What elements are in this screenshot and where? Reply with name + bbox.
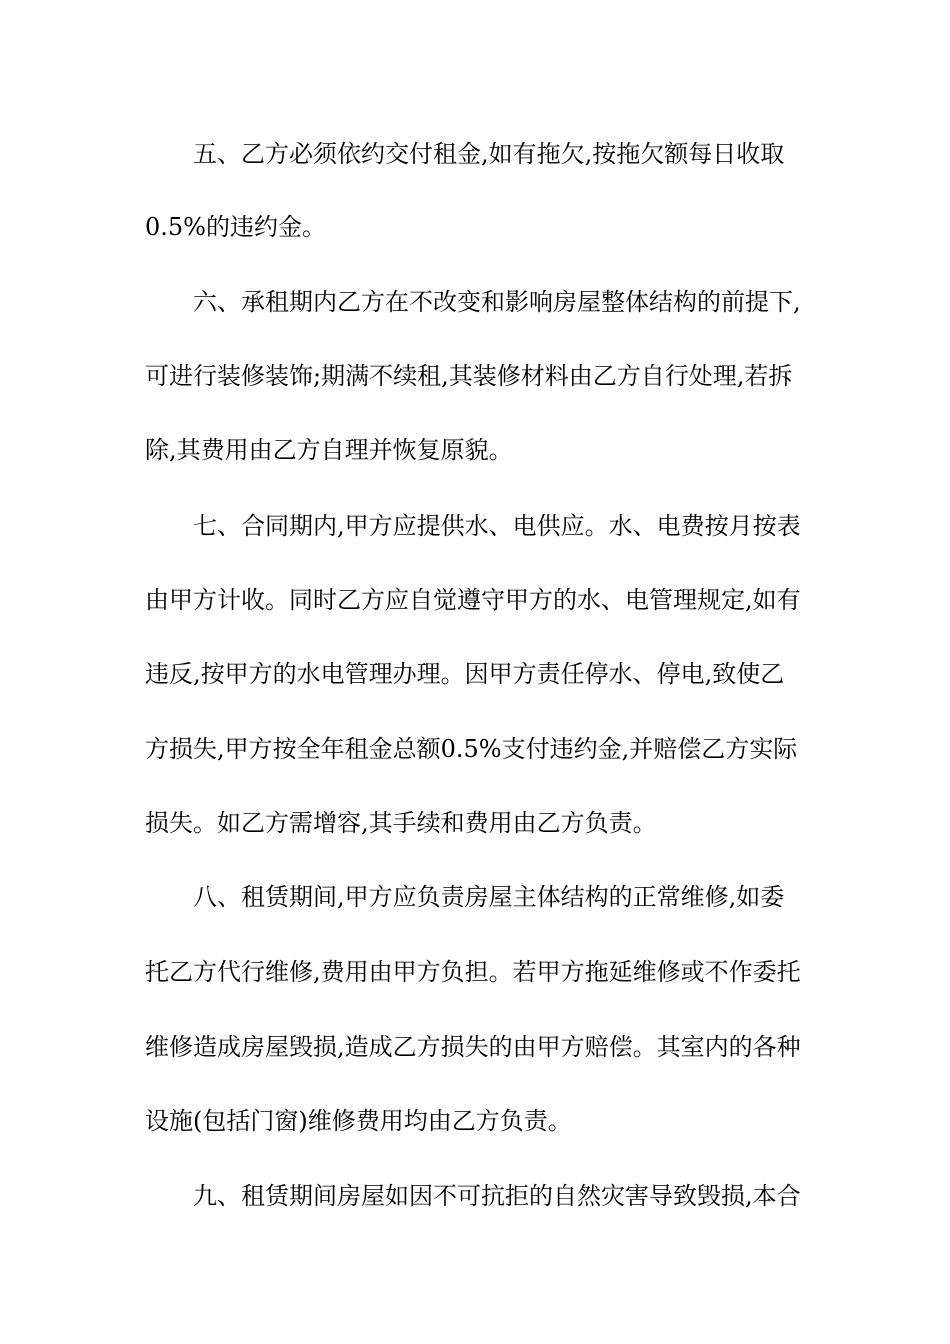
clause-8-line-4: 设施(包括门窗)维修费用均由乙方负责。 (145, 1107, 572, 1135)
clause-5-line-1: 五、乙方必须依约交付租金,如有拖欠,按拖欠额每日收取 (193, 140, 785, 168)
clause-6-line-2: 可进行装修装饰;期满不续租,其装修材料由乙方自行处理,若拆 (145, 362, 793, 390)
clause-5-line-2: 0.5%的违约金。 (145, 213, 326, 241)
clause-8-line-1: 八、租赁期间,甲方应负责房屋主体结构的正常维修,如委 (193, 883, 785, 911)
clause-7-line-5: 损失。如乙方需增容,其手续和费用由乙方负责。 (145, 809, 657, 837)
clause-7-line-4: 方损失,甲方按全年租金总额0.5%支付违约金,并赔偿乙方实际 (145, 735, 798, 763)
clause-7-line-3: 违反,按甲方的水电管理办理。因甲方责任停水、停电,致使乙 (145, 660, 785, 688)
clause-7-line-2: 由甲方计收。同时乙方应自觉遵守甲方的水、电管理规定,如有 (145, 586, 801, 614)
clause-8-line-3: 维修造成房屋毁损,造成乙方损失的由甲方赔偿。其室内的各种 (145, 1033, 801, 1061)
clause-8-line-2: 托乙方代行维修,费用由甲方负担。若甲方拖延维修或不作委托 (145, 958, 801, 986)
clause-6-line-3: 除,其费用由乙方自理并恢复原貌。 (145, 436, 513, 464)
clause-6-line-1: 六、承租期内乙方在不改变和影响房屋整体结构的前提下, (193, 288, 801, 316)
clause-7-line-1: 七、合同期内,甲方应提供水、电供应。水、电费按月按表 (193, 512, 801, 540)
clause-9-line-1: 九、租赁期间房屋如因不可抗拒的自然灾害导致毁损,本合 (193, 1182, 801, 1210)
